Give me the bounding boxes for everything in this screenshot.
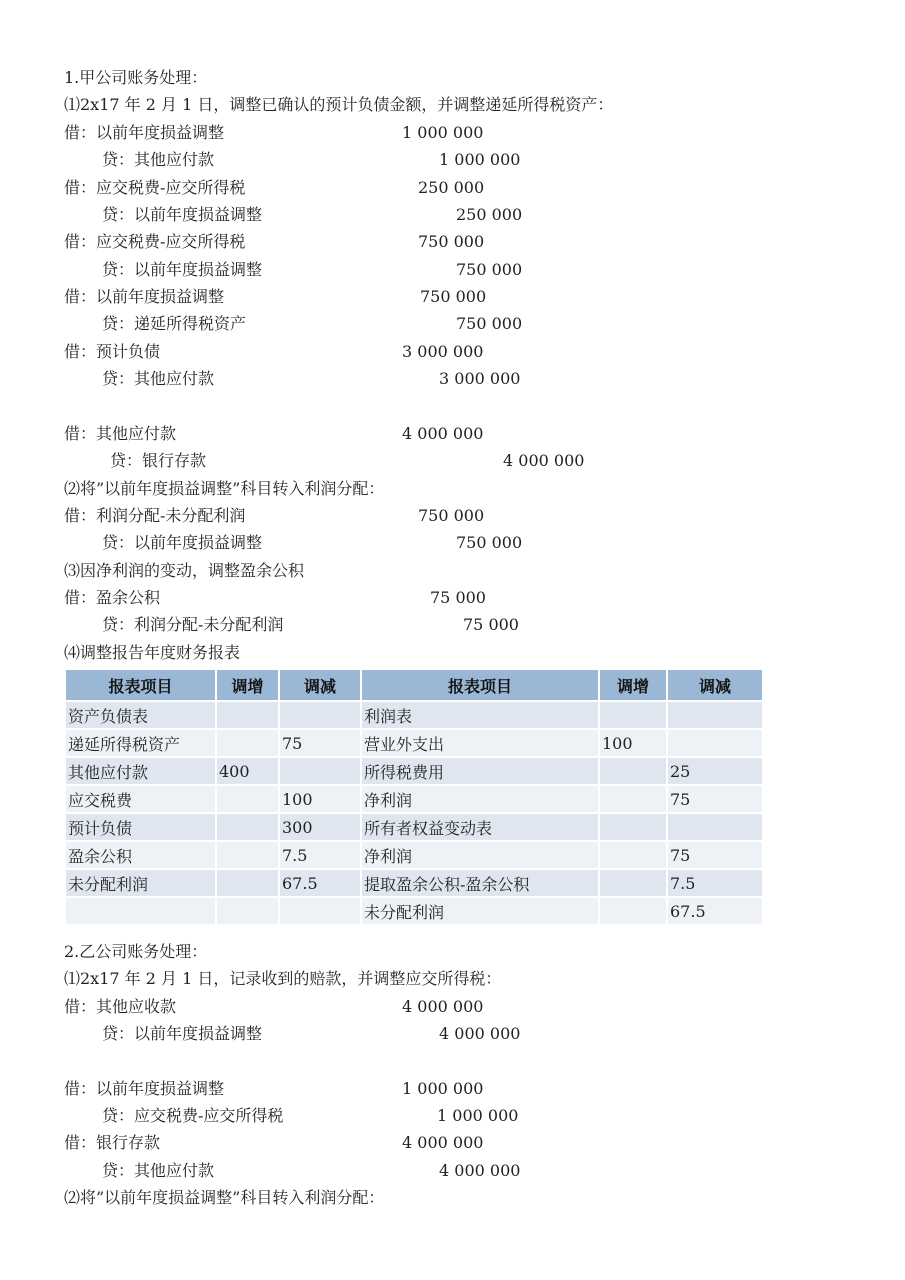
table-cell — [216, 897, 279, 925]
table-cell — [667, 701, 763, 729]
section2-step2: ⑵将”以前年度损益调整”科目转入利润分配： — [64, 1188, 385, 1207]
header-decrease: 调减 — [667, 669, 763, 701]
entry-amount: 750 000 — [456, 260, 523, 279]
entry-label: 贷：利润分配-未分配利润 — [102, 615, 284, 634]
table-cell: 100 — [599, 729, 667, 757]
entry-label: 借：预计负债 — [64, 342, 161, 361]
table-cell — [279, 701, 361, 729]
entry-label: 贷：其他应付款 — [102, 369, 215, 388]
entry-label: 借：以前年度损益调整 — [64, 123, 225, 142]
header-increase: 调增 — [216, 669, 279, 701]
table-cell: 盈余公积 — [65, 841, 216, 869]
entry-label: 借：利润分配-未分配利润 — [64, 506, 246, 525]
entry-amount: 4 000 000 — [402, 424, 484, 443]
table-row — [65, 813, 763, 841]
table-cell: 67.5 — [667, 897, 763, 925]
entry-label: 贷：以前年度损益调整 — [102, 533, 263, 552]
entry-amount: 4 000 000 — [439, 1024, 521, 1043]
table-cell: 400 — [216, 757, 279, 785]
table-cell — [216, 869, 279, 897]
table-cell: 300 — [279, 813, 361, 841]
header-increase: 调增 — [599, 669, 667, 701]
entry-amount: 750 000 — [420, 287, 487, 306]
table-cell: 100 — [279, 785, 361, 813]
entry-amount: 4 000 000 — [402, 1133, 484, 1152]
entry-amount: 250 000 — [456, 205, 523, 224]
section2-step1: ⑴2x17 年 2 月 1 日，记录收到的赔款，并调整应交所得税： — [64, 969, 502, 988]
table-row — [65, 701, 763, 729]
entry-label: 贷：以前年度损益调整 — [102, 260, 263, 279]
table-cell: 75 — [667, 841, 763, 869]
entry-amount: 750 000 — [456, 533, 523, 552]
entry-label: 借：银行存款 — [64, 1133, 161, 1152]
table-cell: 所有者权益变动表 — [361, 813, 599, 841]
table-cell: 净利润 — [361, 785, 599, 813]
table-cell: 未分配利润 — [65, 869, 216, 897]
table-cell — [216, 729, 279, 757]
table-cell: 7.5 — [279, 841, 361, 869]
entry-amount: 250 000 — [418, 178, 485, 197]
entry-amount: 3 000 000 — [439, 369, 521, 388]
section1-step1: ⑴2x17 年 2 月 1 日，调整已确认的预计负债金额，并调整递延所得税资产： — [64, 95, 614, 114]
table-cell: 67.5 — [279, 869, 361, 897]
table-cell: 未分配利润 — [361, 897, 599, 925]
entry-label: 借：以前年度损益调整 — [64, 287, 225, 306]
entry-label: 借：其他应付款 — [64, 424, 177, 443]
table-cell — [599, 813, 667, 841]
table-cell: 75 — [279, 729, 361, 757]
entry-label: 借：应交税费-应交所得税 — [64, 232, 246, 251]
header-item: 报表项目 — [65, 669, 216, 701]
table-cell — [279, 897, 361, 925]
entry-amount: 4 000 000 — [402, 997, 484, 1016]
table-row — [65, 897, 763, 925]
entry-amount: 750 000 — [456, 314, 523, 333]
entry-label: 借：其他应收款 — [64, 997, 177, 1016]
table-cell: 7.5 — [667, 869, 763, 897]
table-cell: 75 — [667, 785, 763, 813]
entry-amount: 1 000 000 — [402, 123, 484, 142]
table-cell: 资产负债表 — [65, 701, 216, 729]
section1-step3: ⑶因净利润的变动，调整盈余公积 — [64, 561, 305, 580]
entry-label: 贷：银行存款 — [110, 451, 207, 470]
table-cell: 提取盈余公积-盈余公积 — [361, 869, 599, 897]
entry-amount: 750 000 — [418, 506, 485, 525]
table-cell: 25 — [667, 757, 763, 785]
table-cell: 其他应付款 — [65, 757, 216, 785]
header-item: 报表项目 — [361, 669, 599, 701]
table-cell: 净利润 — [361, 841, 599, 869]
section1-step4: ⑷调整报告年度财务报表 — [64, 643, 241, 662]
table-row — [65, 729, 763, 757]
table-cell — [667, 813, 763, 841]
table-cell: 预计负债 — [65, 813, 216, 841]
table-cell — [279, 757, 361, 785]
table-row — [65, 757, 763, 785]
table-cell — [216, 701, 279, 729]
entry-amount: 1 000 000 — [402, 1079, 484, 1098]
table-cell — [599, 869, 667, 897]
entry-amount: 4 000 000 — [503, 451, 585, 470]
entry-amount: 4 000 000 — [439, 1161, 521, 1180]
entry-label: 贷：其他应付款 — [102, 150, 215, 169]
table-row — [65, 841, 763, 869]
table-cell — [216, 785, 279, 813]
table-row — [65, 869, 763, 897]
entry-label: 贷：其他应付款 — [102, 1161, 215, 1180]
entry-amount: 3 000 000 — [402, 342, 484, 361]
table-cell: 利润表 — [361, 701, 599, 729]
table-cell — [216, 813, 279, 841]
table-cell: 递延所得税资产 — [65, 729, 216, 757]
entry-amount: 1 000 000 — [439, 150, 521, 169]
table-cell — [599, 701, 667, 729]
entry-amount: 1 000 000 — [437, 1106, 519, 1125]
adjustment-table — [64, 668, 764, 926]
header-decrease: 调减 — [279, 669, 361, 701]
entry-label: 贷：以前年度损益调整 — [102, 205, 263, 224]
entry-label: 借：应交税费-应交所得税 — [64, 178, 246, 197]
table-cell — [599, 897, 667, 925]
table-cell — [599, 757, 667, 785]
table-cell: 所得税费用 — [361, 757, 599, 785]
table-header-row — [65, 669, 763, 701]
entry-amount: 75 000 — [430, 588, 486, 607]
entry-label: 借：以前年度损益调整 — [64, 1079, 225, 1098]
table-cell — [65, 897, 216, 925]
table-cell — [667, 729, 763, 757]
section1-heading: 1.甲公司账务处理： — [64, 68, 208, 87]
entry-label: 借：盈余公积 — [64, 588, 161, 607]
entry-amount: 75 000 — [463, 615, 519, 634]
table-cell — [216, 841, 279, 869]
table-cell — [599, 785, 667, 813]
section1-step2: ⑵将”以前年度损益调整”科目转入利润分配： — [64, 479, 385, 498]
entry-label: 贷：以前年度损益调整 — [102, 1024, 263, 1043]
table-cell — [599, 841, 667, 869]
table-cell: 应交税费 — [65, 785, 216, 813]
entry-amount: 750 000 — [418, 232, 485, 251]
entry-label: 贷：应交税费-应交所得税 — [102, 1106, 284, 1125]
table-cell: 营业外支出 — [361, 729, 599, 757]
entry-label: 贷：递延所得税资产 — [102, 314, 247, 333]
section2-heading: 2.乙公司账务处理： — [64, 942, 208, 961]
table-row — [65, 785, 763, 813]
